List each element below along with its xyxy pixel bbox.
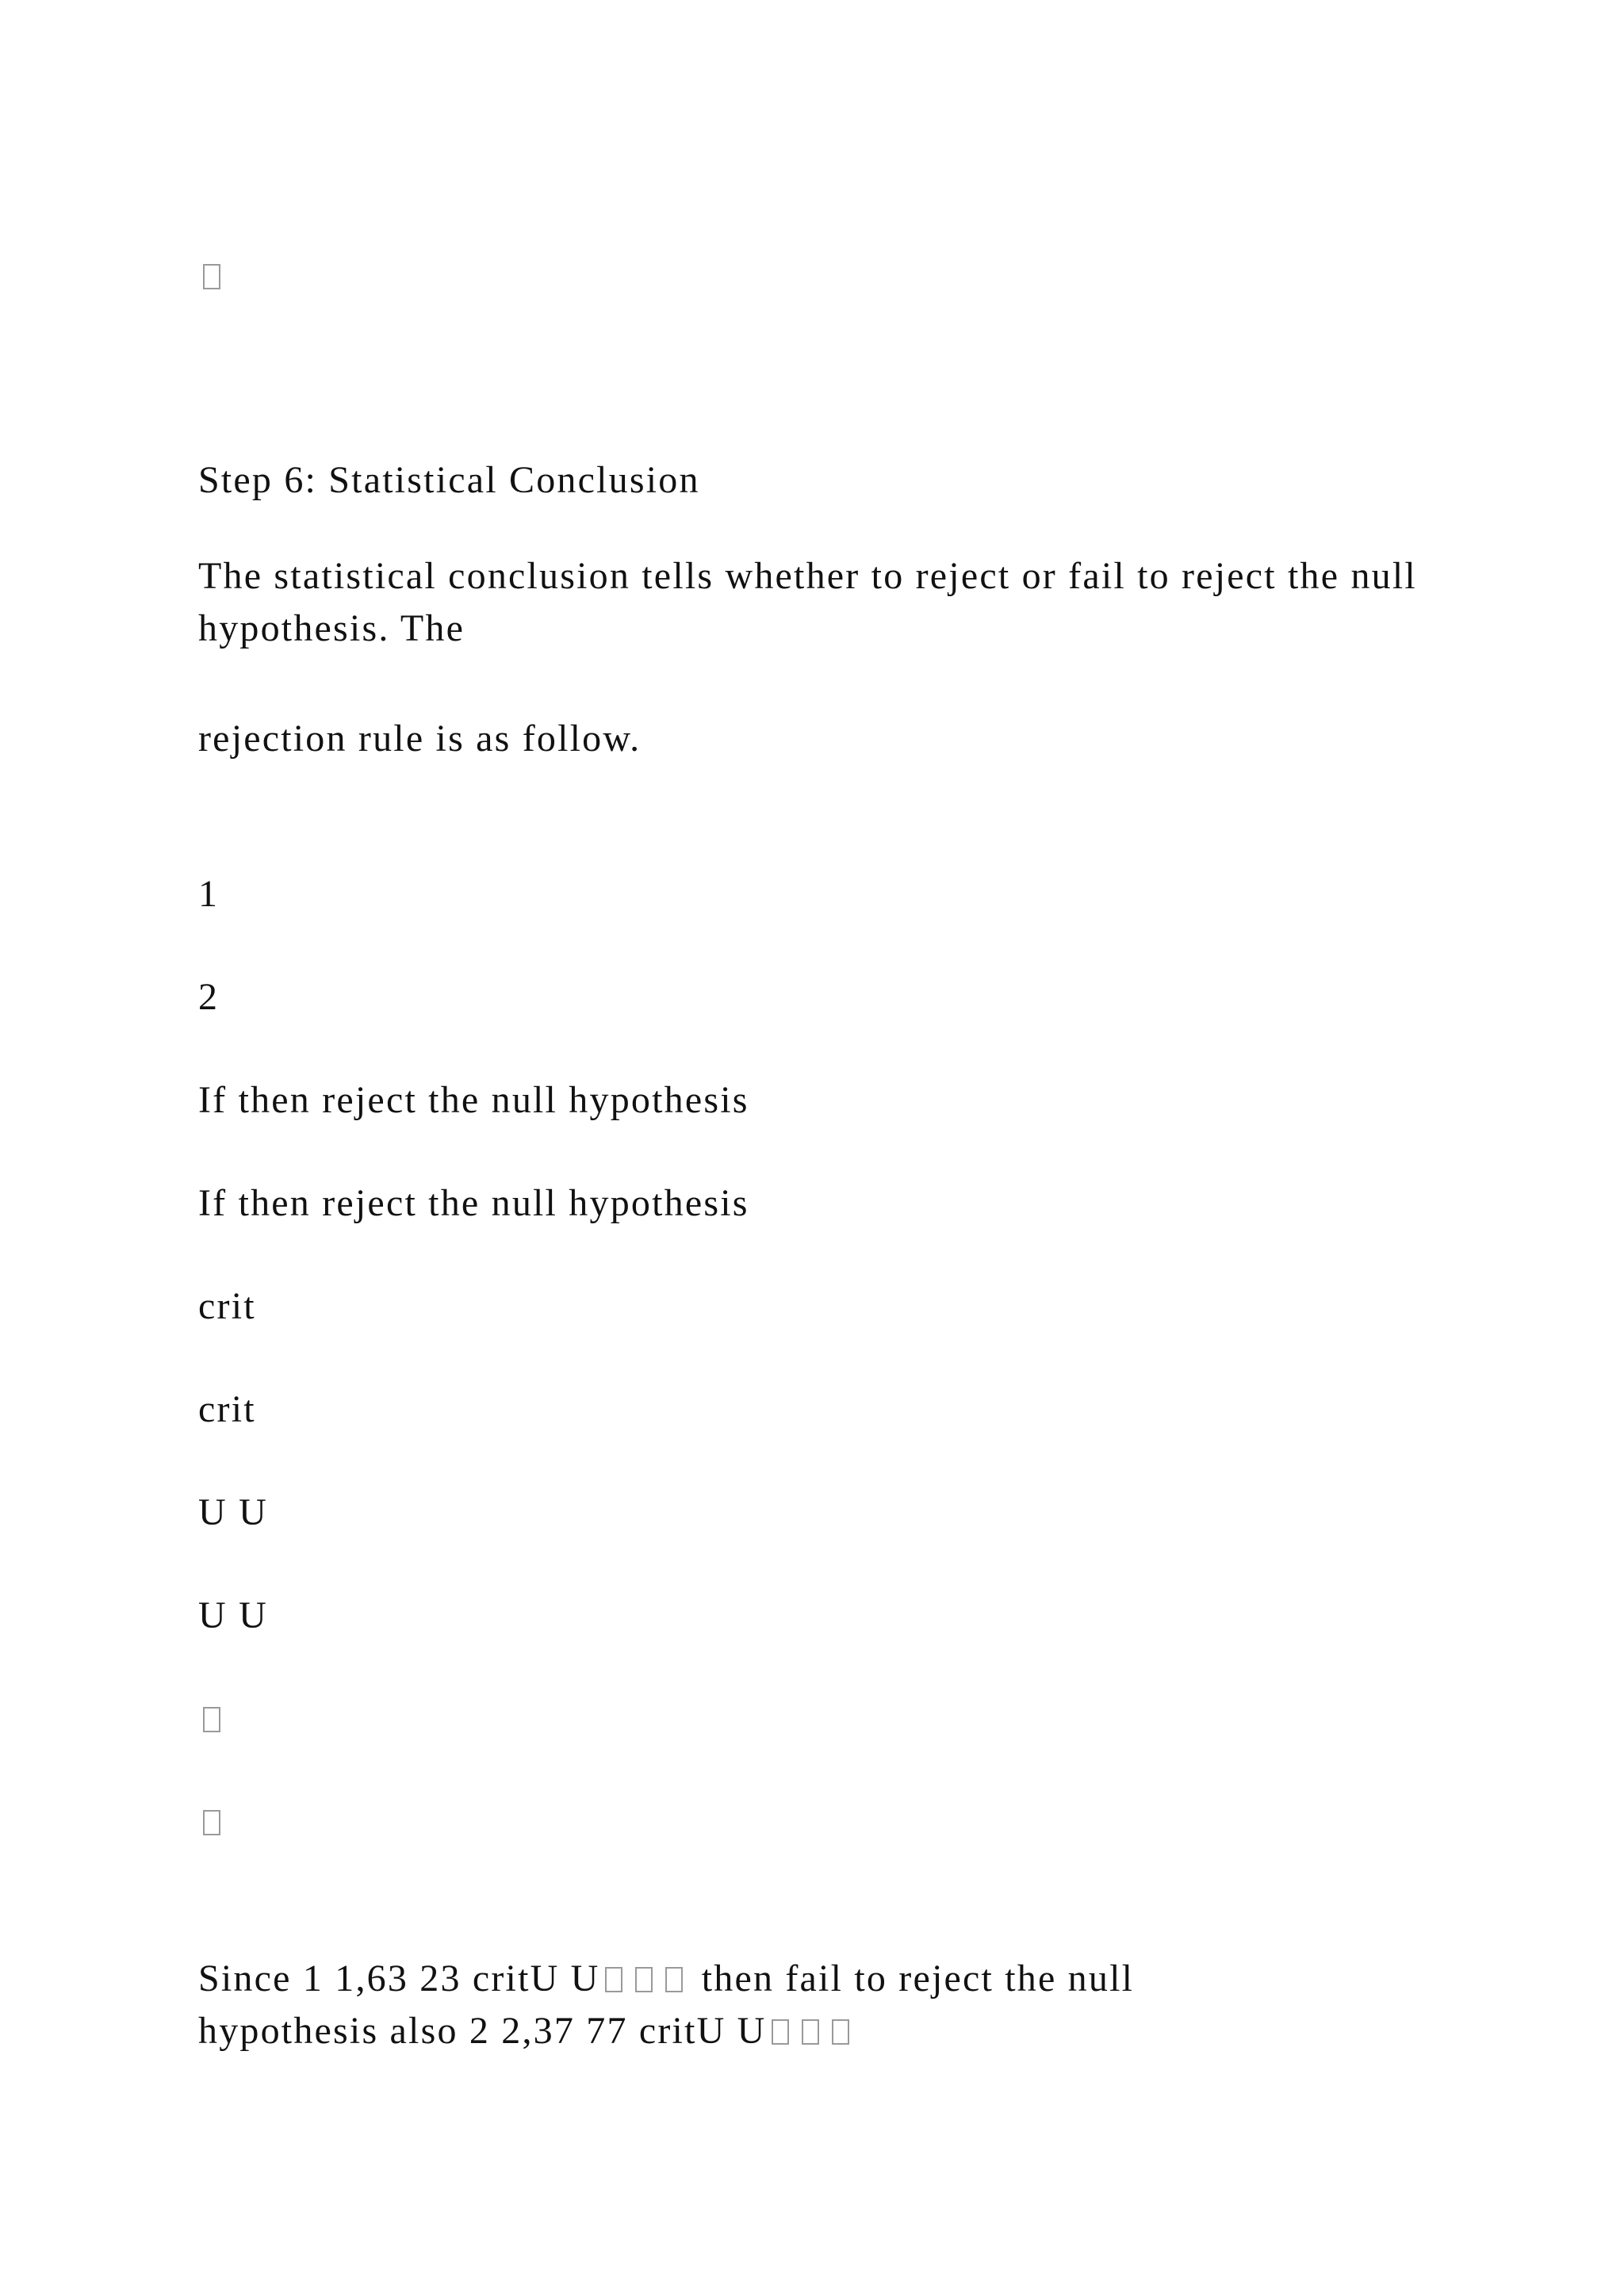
conclusion-intro-paragraph: The statistical conclusion tells whether to reject or fail to reject the null hypothesis. The [198, 555, 1417, 649]
rejection-rule-1: If then reject the null hypothesis [198, 1079, 749, 1121]
conclusion-text-part-2: then fail to reject the null [690, 1957, 1135, 1999]
conclusion-line-1 [198, 1957, 1135, 1999]
crit-label-2: crit [198, 1388, 256, 1430]
rejection-rule-2: If then reject the null hypothesis [198, 1182, 749, 1224]
missing-glyph-icon [198, 1803, 220, 1841]
missing-glyph-icon [832, 2019, 849, 2045]
u-pair-2: U U [198, 1594, 268, 1636]
rejection-rule-intro: rejection rule is as follow. [198, 718, 642, 760]
missing-glyph-icon [198, 257, 220, 295]
conclusion-text-part-1: Since 1 1,63 23 critU U [198, 1957, 600, 1999]
subscript-one: 1 [198, 873, 220, 915]
subscript-two: 2 [198, 976, 220, 1018]
missing-glyph-icon [772, 2019, 789, 2045]
missing-glyph-icon [605, 1967, 622, 1992]
u-pair-1: U U [198, 1491, 268, 1533]
missing-glyph-icon [198, 1700, 220, 1738]
missing-glyph-icon [665, 1967, 683, 1992]
crit-label-1: crit [198, 1285, 256, 1327]
conclusion-line-2 [198, 2012, 857, 2050]
section-heading: Step 6: Statistical Conclusion [198, 459, 700, 501]
missing-glyph-icon [802, 2019, 819, 2045]
conclusion-text-part-3: hypothesis also 2 2,37 77 critU U [198, 2010, 767, 2052]
missing-glyph-icon [635, 1967, 653, 1992]
